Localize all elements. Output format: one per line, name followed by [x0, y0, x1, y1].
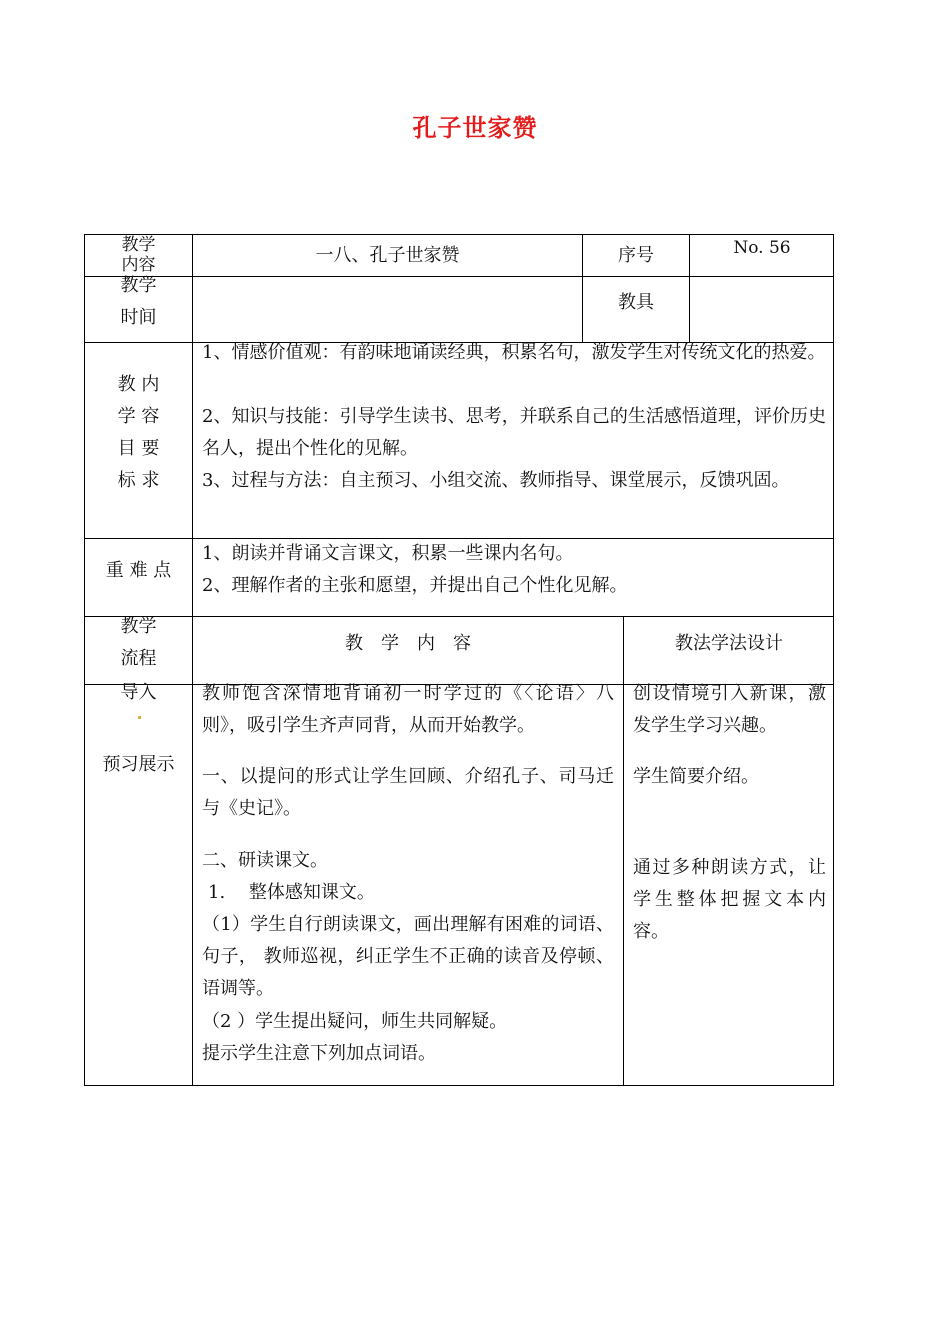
flow-label-line2: 流程	[120, 648, 157, 669]
content-p3: 二、研读课文。	[202, 850, 328, 871]
goals-label-1: 教 内	[117, 374, 160, 395]
flow-label-line1: 教学	[120, 616, 157, 637]
method-3: 通过多种朗读方式，让学生整体把握文本内容。	[633, 857, 826, 942]
row-divider	[84, 616, 834, 617]
label-content-line2: 内容	[121, 255, 156, 275]
lesson-content-value: 一八、孔子世家赞	[315, 245, 460, 266]
content-p4: 1. 整体感知课文。	[208, 882, 375, 903]
label-time-line2: 时间	[120, 307, 157, 328]
method-header: 教法学法设计	[675, 633, 783, 654]
goal-item-3: 3、过程与方法：自主预习、小组交流、教师指导、课堂展示，反馈巩固。	[202, 470, 790, 491]
difficulty-item-2: 2、理解作者的主张和愿望，并提出自己个性化见解。	[202, 575, 628, 596]
row-divider	[84, 276, 834, 277]
method-2: 学生简要介绍。	[633, 766, 759, 787]
document-title: 孔子世家赞	[412, 114, 538, 142]
goals-label-4: 标 求	[117, 470, 160, 491]
content-p1: 教师饱含深情地背诵初一时学过的《〈论语〉八则》，吸引学生齐声同背，从而开始教学。	[202, 683, 614, 736]
content-p5: （1）学生自行朗读课文，画出理解有困难的词语、句子， 教师巡视，纠正学生不正确的读音及停顿、语调等。	[202, 914, 614, 999]
content-p6: （2 ）学生提出疑问，师生共同解疑。	[202, 1011, 508, 1032]
goals-label-3: 目 要	[117, 438, 160, 459]
method-1: 创设情境引入新课，激发学生学习兴趣。	[633, 683, 826, 736]
seq-value: No. 56	[733, 238, 791, 258]
goals-label-2: 学 容	[117, 406, 160, 427]
difficulty-item-1: 1、朗读并背诵文言课文，积累一些课内名句。	[202, 543, 574, 564]
tools-label: 教具	[618, 292, 654, 313]
marker-dot	[138, 716, 141, 719]
goal-item-1: 1、情感价值观：有韵味地诵读经典，积累名句，激发学生对传统文化的热爱。	[202, 342, 826, 363]
stage-preview: 预习展示	[102, 754, 175, 775]
col-divider	[623, 616, 624, 1086]
content-header: 教 学 内 容	[345, 633, 471, 654]
content-p2: 一、以提问的形式让学生回顾、介绍孔子、司马迁与《史记》。	[202, 766, 614, 819]
stage-intro: 导入	[120, 682, 157, 703]
col-divider	[192, 234, 193, 1086]
goal-item-2: 2、知识与技能：引导学生读书、思考，并联系自己的生活感悟道理，评价历史名人，提出个性化的见解。	[202, 406, 826, 459]
label-content-line1: 教学	[121, 235, 156, 255]
content-p7: 提示学生注意下列加点词语。	[202, 1043, 436, 1064]
label-time-line1: 教学	[120, 275, 157, 296]
seq-label: 序号	[618, 245, 654, 266]
difficulties-label: 重 难 点	[105, 560, 172, 581]
